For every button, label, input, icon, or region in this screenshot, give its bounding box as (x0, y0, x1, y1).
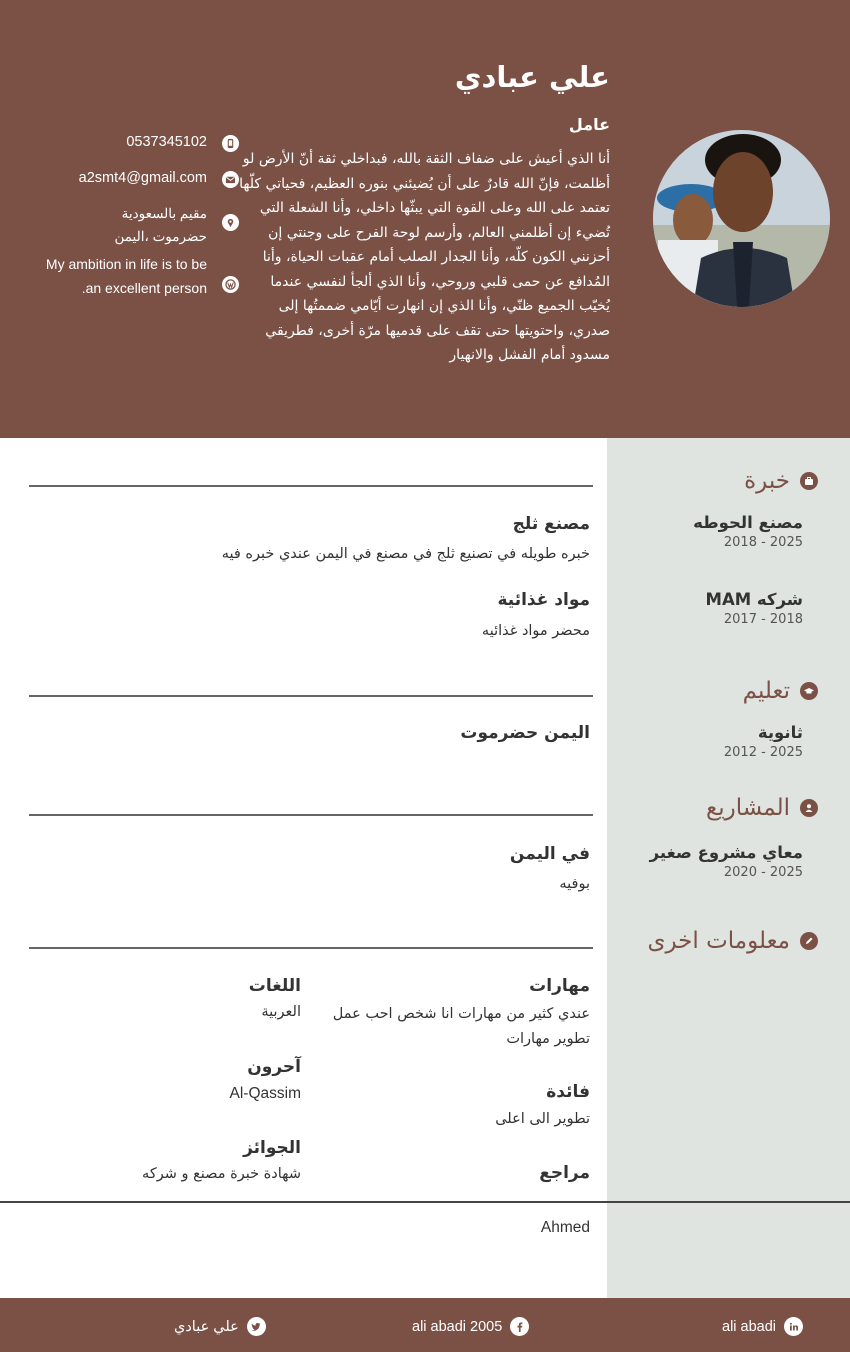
education-heading-text: تعليم (742, 678, 790, 704)
section-divider (29, 695, 593, 697)
twitter-icon[interactable] (247, 1317, 266, 1336)
resume-header (0, 0, 850, 438)
other-info-heading-text: معلومات اخرى (647, 928, 790, 954)
side-project-item (650, 843, 803, 880)
facebook-text[interactable]: ali abadi 2005 (412, 1318, 503, 1335)
benefit-title: فائدة (546, 1082, 590, 1102)
side-project-title: معاي مشروع صغير (649, 843, 803, 862)
section-divider (29, 947, 593, 949)
linkedin-text[interactable]: ali abadi (722, 1318, 777, 1335)
languages-title: اللغات (248, 976, 301, 996)
main-experience-title: مواد غذائية (497, 590, 590, 610)
main-education-title: اليمن حضرموت (460, 723, 590, 743)
benefit-text: تطوير الى اعلى (495, 1111, 590, 1127)
main-experience-description: محضر مواد غذائيه (481, 623, 590, 639)
side-education-title: ثانوية (757, 723, 803, 742)
full-name: علي عبادي (454, 60, 610, 94)
phone-icon (222, 135, 239, 152)
twitter-text[interactable]: علي عبادي (174, 1318, 239, 1335)
side-experience-title: شركه MAM (705, 590, 803, 609)
email-address[interactable]: a2smt4@gmail.com (78, 170, 207, 186)
briefcase-icon (800, 472, 818, 490)
projects-heading-text: المشاريع (706, 795, 790, 821)
address-text (114, 202, 207, 248)
side-project-dates: 2020 - 2025 (723, 865, 803, 880)
reference-name: Ahmed (540, 1219, 590, 1236)
phone-number[interactable]: 0537345102 (126, 134, 207, 150)
section-divider (29, 814, 593, 816)
about-paragraph: أنا الذي أعيش على ضفاف الثقة بالله، فبداخلي ثقة أنّ الأرض لو أظلمت، فإنّ الله قادرٌ على أن يُضيئني بنوره العظيم، فحياتي كلّها تعتمد على الله وعلى القوة التي يبثّها داخلي، وأنا الشعلة التي تُضيء إن أظلمني العالم، وأرسم لوحة الفرح على وجنتي إن أحزنني الكون كلّه، وأنا الجدار الصلب أمام عقبات الحياة، وأنا المُدافع عن حمى قلبي وروحي، وأنا الذي ألجأ لنفسي عندما يُخيّب الجميع ظنّي، وأنا الذي إن انهارت أيّامي ضممتُها إلى صدري، واحتويتها حتى تقف على قدميها مرّة أخرى، فطريقي مسدود أمام الفشل والانهيار (239, 151, 610, 363)
contact-address (114, 202, 207, 248)
projects-heading (706, 795, 818, 821)
contact-ambition (42, 253, 207, 300)
education-heading (743, 678, 818, 704)
user-icon (800, 799, 818, 817)
mail-icon (222, 171, 239, 188)
side-experience-dates: 2018 - 2025 (723, 535, 803, 550)
profile-photo-image (653, 130, 830, 307)
pencil-icon (800, 932, 818, 950)
address-line-1: مقيم بالسعودية (121, 206, 207, 221)
address-line-2: حضرموت ،اليمن (114, 229, 207, 244)
experience-heading (744, 468, 818, 494)
side-education-item (724, 723, 803, 760)
awards-text: شهادة خبرة مصنع و شركه (142, 1166, 301, 1182)
footer-linkedin[interactable] (722, 1317, 803, 1336)
main-project-description: بوفيه (559, 876, 590, 892)
linkedin-icon[interactable] (784, 1317, 803, 1336)
main-experience-title: مصنع ثلج (512, 514, 590, 534)
references-divider (0, 1201, 850, 1203)
sidebar (607, 438, 850, 1298)
main-experience-description: خبره طويله في تصنيع ثلج في مصنع في اليمن عندي خبره فيه (221, 546, 590, 562)
side-experience-item (693, 513, 803, 550)
side-experience-title: مصنع الحوطه (693, 513, 803, 532)
references-title: مراجع (539, 1163, 590, 1183)
awards-title: الجوائز (243, 1138, 301, 1158)
main-project-title: في اليمن (509, 844, 590, 864)
languages-text: العربية (261, 1004, 301, 1020)
contact-phone[interactable] (126, 134, 207, 150)
graduation-cap-icon (800, 682, 818, 700)
profile-photo (653, 130, 830, 307)
wordpress-icon[interactable] (222, 276, 239, 293)
side-experience-dates: 2017 - 2018 (723, 612, 803, 627)
others-title: آحرون (247, 1057, 301, 1077)
section-divider (29, 485, 593, 487)
location-pin-icon (222, 214, 239, 231)
experience-heading-text: خبرة (744, 468, 790, 494)
contact-email[interactable] (79, 170, 207, 186)
facebook-icon[interactable] (510, 1317, 529, 1336)
footer-facebook[interactable] (412, 1317, 529, 1336)
job-title: عامل (568, 115, 610, 134)
ambition-text: My ambition in life is to be an excellent person. (45, 256, 207, 296)
footer-twitter[interactable] (174, 1317, 266, 1336)
side-education-dates: 2012 - 2025 (723, 745, 803, 760)
resume-footer (0, 1298, 850, 1352)
skills-title: مهارات (529, 976, 590, 996)
others-text: Al-Qassim (229, 1085, 301, 1102)
side-experience-item (706, 590, 803, 627)
other-info-heading (647, 928, 818, 954)
skills-text: عندي كثير من مهارات انا شخص احب عمل تطوير مهارات (332, 1006, 590, 1047)
